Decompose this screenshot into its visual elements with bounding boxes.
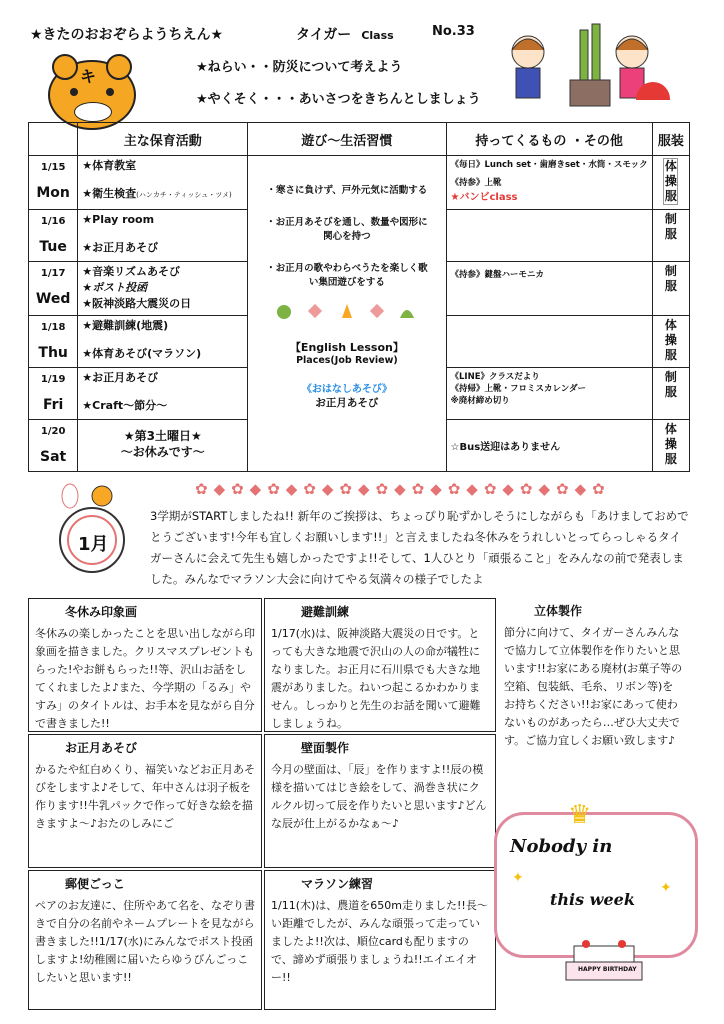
header-bring: 持ってくるもの ・その他	[446, 123, 652, 156]
activity-cell	[78, 262, 248, 316]
day-weekday: Tue	[39, 239, 67, 255]
day-cell	[29, 262, 78, 316]
activity-item: ★避難訓練(地震)	[82, 319, 169, 332]
promise-text: ★やくそく・・・あいさつをきちんとしましょう	[196, 92, 481, 107]
tiger-illustration	[48, 60, 136, 130]
play-habits-cell	[248, 156, 446, 472]
sparkle-icon: ✦	[660, 880, 672, 896]
section-winter-picture	[28, 598, 262, 732]
day-weekday: Mon	[36, 185, 70, 201]
tiger-mouth	[74, 102, 112, 122]
bring-cell	[446, 156, 652, 210]
schedule-table	[28, 122, 690, 472]
day-weekday: Sat	[40, 449, 67, 465]
section-body: かるたや紅白めくり、福笑いなどお正月あそびをしますよ♪そして、年中さんは羽子板を作ります!!牛乳パックで作って好きな絵を描きますよ～♪おたのしみにご	[35, 763, 255, 830]
english-lesson-title: 【English Lesson】	[289, 341, 404, 354]
table-row	[29, 156, 690, 210]
habit-line: ・お正月あそびを通し、数量や図形に関心を持つ	[266, 217, 428, 242]
activity-cell	[78, 210, 248, 262]
section-body: 1/11(木)は、農道を650m走りました!!長～い距離でしたが、みんな頑張って走っていましたよ!!次は、順位cardも配りますので、諦めず頑張りましょうね!!エイエイオー!!	[271, 899, 488, 984]
class-word: Class	[361, 29, 394, 42]
activity-item	[82, 186, 243, 203]
day-cell	[29, 316, 78, 368]
table-header-row	[29, 123, 690, 156]
children-kadomatsu-illustration	[500, 20, 690, 116]
section-body: 冬休みの楽しかったことを思い出しながら印象画を描きました。クリスマスプレゼントもらった!やお餅もらった!!等、沢山お話をしてくれましたよ♪また、今学期の「るみ」やすみ」のタイトルは、お手本を見ながら自分で書きました!!	[35, 627, 255, 730]
header-activities: 主な保育活動	[78, 123, 248, 156]
section-3d-craft	[498, 598, 690, 804]
bring-item: 《持参》鍵盤ハーモニカ	[450, 270, 545, 280]
clothes-cell	[652, 368, 689, 420]
teacher-message: 3学期がSTARTしましたね!! 新年のご挨拶は、ちょっぴり恥ずかしそうにしながらも「あけましておめでとうございます!今年も宜しくお願いします!!」と言えましたね冬休みをうれしいとってらっしゃるタイガーさんに会えて先生も嬉しかったですよ!!そして、1人ひとり「頑張ること」をみんなの前で発表しました。みんなでマラソン大会に向けてやる気満々の様子でしたよ	[150, 509, 689, 586]
aim-text: ★ねらい・・防災について考えよう	[196, 60, 403, 75]
cake-label: HAPPY BIRTHDAY	[578, 966, 637, 973]
tiger-forehead-mark: キ	[80, 67, 97, 86]
clothes-cell	[652, 156, 689, 210]
section-marathon-practice	[264, 870, 496, 1010]
activity-cell	[78, 316, 248, 368]
section-body: ペアのお友達に、住所やあて名を、なぞり書きで自分の名前やネームプレートを見ながら書きました!!1/17(水)にみんなでポスト投函しますよ!幼稚園に届いたらゆうびんごっこしたいと思います!!	[35, 899, 255, 984]
activity-item: ★お正月あそび	[82, 241, 159, 254]
crown-icon: ♛	[568, 800, 592, 830]
section-title: 立体製作	[534, 604, 583, 618]
day-weekday: Fri	[42, 397, 64, 413]
tiger-eye-right	[106, 88, 114, 96]
bring-item: 《持参》上靴	[450, 178, 502, 188]
section-evacuation-drill	[264, 598, 496, 732]
day-date: 1/16	[40, 216, 66, 227]
bring-item: ☆Bus送迎はありません	[450, 442, 561, 453]
activity-item: ★お正月あそび	[82, 371, 159, 384]
date-header	[29, 123, 78, 156]
sparkle-icon: ✦	[512, 870, 524, 886]
tiger-ear-right	[106, 54, 132, 80]
bring-item-red: ★バンビclass	[450, 192, 518, 203]
kagami-mochi-badge-icon	[40, 478, 140, 578]
activity-item-text: ★衛生検査	[82, 187, 137, 200]
section-wall-craft	[264, 734, 496, 868]
activity-item: ★第3土曜日★	[123, 429, 202, 443]
day-date: 1/19	[40, 374, 66, 385]
birthday-cake-icon	[560, 940, 648, 984]
day-weekday: Wed	[35, 291, 71, 307]
bring-cell	[446, 420, 652, 472]
day-cell	[29, 156, 78, 210]
english-lesson-sub: Places(Job Review)	[296, 355, 398, 366]
bring-cell	[446, 210, 652, 262]
tiger-ear-left	[52, 54, 78, 80]
bring-item: 《LINE》クラスだより	[450, 372, 540, 382]
section-title: 壁面製作	[301, 741, 350, 755]
section-post-play	[28, 870, 262, 1010]
ohanashi-sub: お正月あそび	[315, 397, 379, 409]
class-name-text: タイガー	[296, 27, 352, 43]
clothes-label: 制服	[664, 370, 677, 399]
section-title: 避難訓練	[301, 605, 350, 619]
activity-item: ★音楽リズムあそび	[82, 265, 180, 278]
day-cell	[29, 368, 78, 420]
header-play: 遊び～生活習慣	[248, 123, 446, 156]
bring-item: 《毎日》Lunch set・歯磨きset・水筒・スモック	[450, 160, 648, 170]
decoration-row: ✿◆✿◆✿◆✿◆✿◆✿◆✿◆✿◆✿◆✿◆✿◆✿	[195, 480, 611, 498]
day-date: 1/18	[40, 322, 66, 333]
clothes-cell	[652, 210, 689, 262]
day-cell	[29, 420, 78, 472]
section-title: お正月あそび	[65, 741, 138, 755]
section-new-year-play	[28, 734, 262, 868]
clothes-label: 制服	[664, 264, 677, 293]
section-title: 冬休み印象画	[65, 605, 138, 619]
clothes-label: 制服	[664, 212, 677, 241]
activity-item: ★体育あそび(マラソン)	[82, 347, 202, 360]
clothes-cell	[652, 420, 689, 472]
activity-item: ★Play room	[82, 213, 155, 226]
ohanashi-title: 《おはなしあそび》	[301, 384, 392, 395]
clothes-cell	[652, 316, 689, 368]
clothes-label: 体操服	[664, 318, 677, 362]
activity-item: ★ポスト投函	[82, 281, 148, 294]
month-badge: 1月	[78, 534, 109, 555]
activity-cell	[78, 368, 248, 420]
birthday-line1: Nobody in	[510, 836, 613, 857]
bring-item: ※廃材締め切り	[450, 396, 510, 406]
section-body: 1/17(水)は、阪神淡路大震災の日です。とっても大きな地震で沢山の人の命が犠牲になりました。お正月に石川県でも大きな地震がありました。ねいつ起こるかわかりません。しっかりと先生のお話を聞いて避難しましょうね。	[271, 627, 481, 730]
issue-number: No.33	[432, 24, 475, 39]
bring-cell	[446, 262, 652, 316]
activity-item: ★体育教室	[82, 159, 137, 172]
activity-cell	[78, 156, 248, 210]
activity-item: ★阪神淡路大震災の日	[82, 297, 192, 310]
section-body: 節分に向けて、タイガーさんみんなで協力して立体製作を作りたいと思います!!お家にある廃材(お菓子等の空箱、包装紙、毛糸、リボン等)をお持ちください!!お家にあって使わないものがあったら…ぜひ大丈夫です。ご協力宜しくお願い致します♪	[504, 626, 683, 747]
bring-cell	[446, 368, 652, 420]
bring-cell	[446, 316, 652, 368]
section-title: 郵便ごっこ	[65, 877, 125, 891]
clothes-label: 体操服	[664, 422, 677, 466]
activity-note: (ハンカチ・ティッシュ・ツメ)	[136, 191, 232, 199]
day-cell	[29, 210, 78, 262]
class-name	[296, 24, 394, 44]
day-date: 1/20	[40, 426, 66, 437]
day-date: 1/15	[40, 162, 66, 173]
section-body: 今月の壁面は、「辰」を作りますよ!!辰の模様を描いてはじき絵をして、渦巻き状にクルクル切って辰を作りたいと思います♪どんな辰が仕上がるかなぁ～♪	[271, 763, 487, 830]
tiger-eye-left	[70, 88, 78, 96]
clothes-label: 体操服	[664, 159, 677, 203]
day-weekday: Thu	[38, 345, 68, 361]
new-year-plants-icon	[272, 302, 422, 322]
school-name: ★きたのおおぞらようちえん★	[30, 27, 224, 43]
birthday-line2: this week	[550, 890, 635, 909]
activity-item: ～お休みです～	[120, 445, 205, 459]
activity-item: ★Craft～節分～	[82, 399, 168, 412]
header-clothes: 服装	[652, 123, 689, 156]
day-date: 1/17	[40, 268, 66, 279]
habit-line: ・お正月の歌やわらべうたを楽しく歌い集団遊びをする	[266, 263, 428, 288]
activity-cell	[78, 420, 248, 472]
clothes-cell	[652, 262, 689, 316]
bring-item: 《持帰》上靴・フロミスカレンダー	[450, 384, 586, 394]
habit-line: ・寒さに負けず、戸外元気に活動する	[266, 185, 428, 196]
section-title: マラソン練習	[301, 877, 374, 891]
